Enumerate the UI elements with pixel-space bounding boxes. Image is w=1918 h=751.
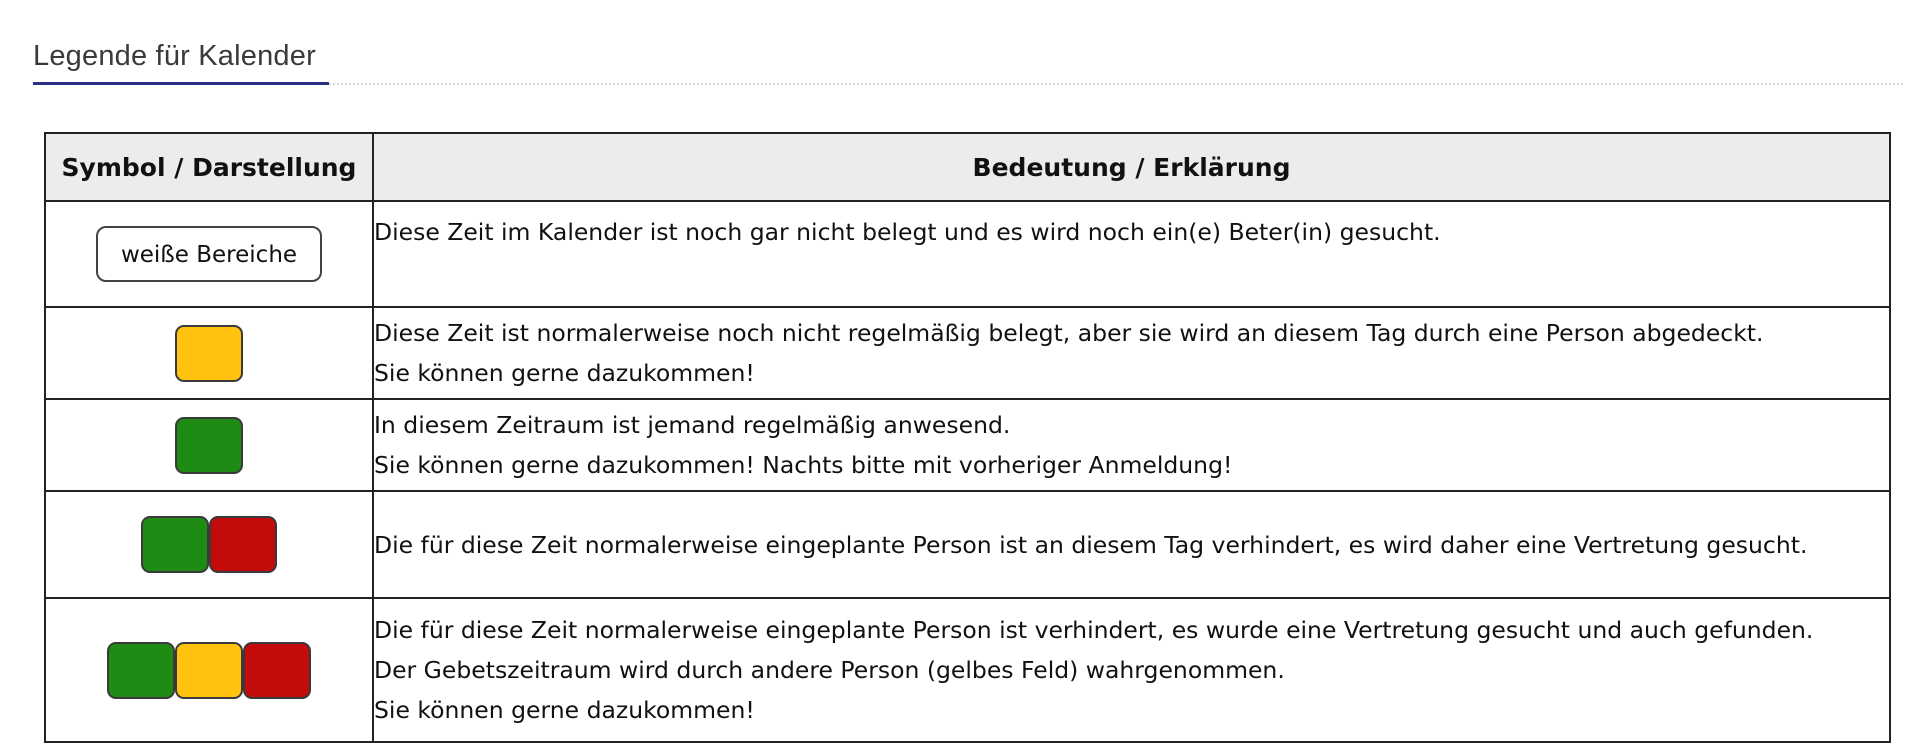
description-cell (373, 491, 1890, 598)
description-cell (373, 399, 1890, 491)
title-underline (33, 82, 329, 85)
white-area-swatch: weiße Bereiche (96, 226, 322, 282)
legend-row-white (45, 201, 1890, 307)
symbol-cell (45, 201, 373, 307)
section-title: Legende für Kalender (33, 40, 316, 72)
description-line: Sie können gerne dazukommen! (374, 359, 755, 387)
dotted-divider (329, 83, 1903, 85)
symbol-cell (45, 399, 373, 491)
symbol-cell (45, 598, 373, 742)
description-line: Diese Zeit ist normalerweise noch nicht regelmäßig belegt, aber sie wird an diesem Tag durch eine Person abgedeckt. (374, 319, 1764, 347)
red-swatch (243, 642, 311, 699)
swatch-group (141, 516, 277, 573)
description-line: Sie können gerne dazukommen! (374, 696, 755, 724)
description-cell (373, 307, 1890, 399)
legend-row-green-red (45, 491, 1890, 598)
swatch-group (175, 325, 243, 382)
header-meaning: Bedeutung / Erklärung (373, 133, 1890, 201)
swatch-group (107, 642, 311, 699)
yellow-swatch (175, 325, 243, 382)
green-swatch (107, 642, 175, 699)
description-line: Der Gebetszeitraum wird durch andere Person (gelbes Feld) wahrgenommen. (374, 656, 1285, 684)
legend-row-green-yellow-red (45, 598, 1890, 742)
symbol-cell (45, 491, 373, 598)
header-symbol: Symbol / Darstellung (45, 133, 373, 201)
red-swatch (209, 516, 277, 573)
description-line: Sie können gerne dazukommen! Nachts bitte mit vorheriger Anmeldung! (374, 451, 1233, 479)
legend-header-row (45, 133, 1890, 201)
description-cell (373, 201, 1890, 307)
description-line: In diesem Zeitraum ist jemand regelmäßig anwesend. (374, 411, 1011, 439)
legend-row-yellow (45, 307, 1890, 399)
swatch-group (175, 417, 243, 474)
green-swatch (141, 516, 209, 573)
symbol-cell (45, 307, 373, 399)
description-line: Diese Zeit im Kalender ist noch gar nicht belegt und es wird noch ein(e) Beter(in) gesucht. (374, 218, 1441, 246)
green-swatch (175, 417, 243, 474)
section-header (33, 38, 1903, 86)
legend-row-green (45, 399, 1890, 491)
description-line: Die für diese Zeit normalerweise eingeplante Person ist verhindert, es wurde eine Vertretung gesucht und auch gefunden. (374, 616, 1814, 644)
legend-table (44, 132, 1891, 743)
yellow-swatch (175, 642, 243, 699)
description-cell (373, 598, 1890, 742)
description-line: Die für diese Zeit normalerweise eingeplante Person ist an diesem Tag verhindert, es wird daher eine Vertretung gesucht. (374, 530, 1808, 559)
